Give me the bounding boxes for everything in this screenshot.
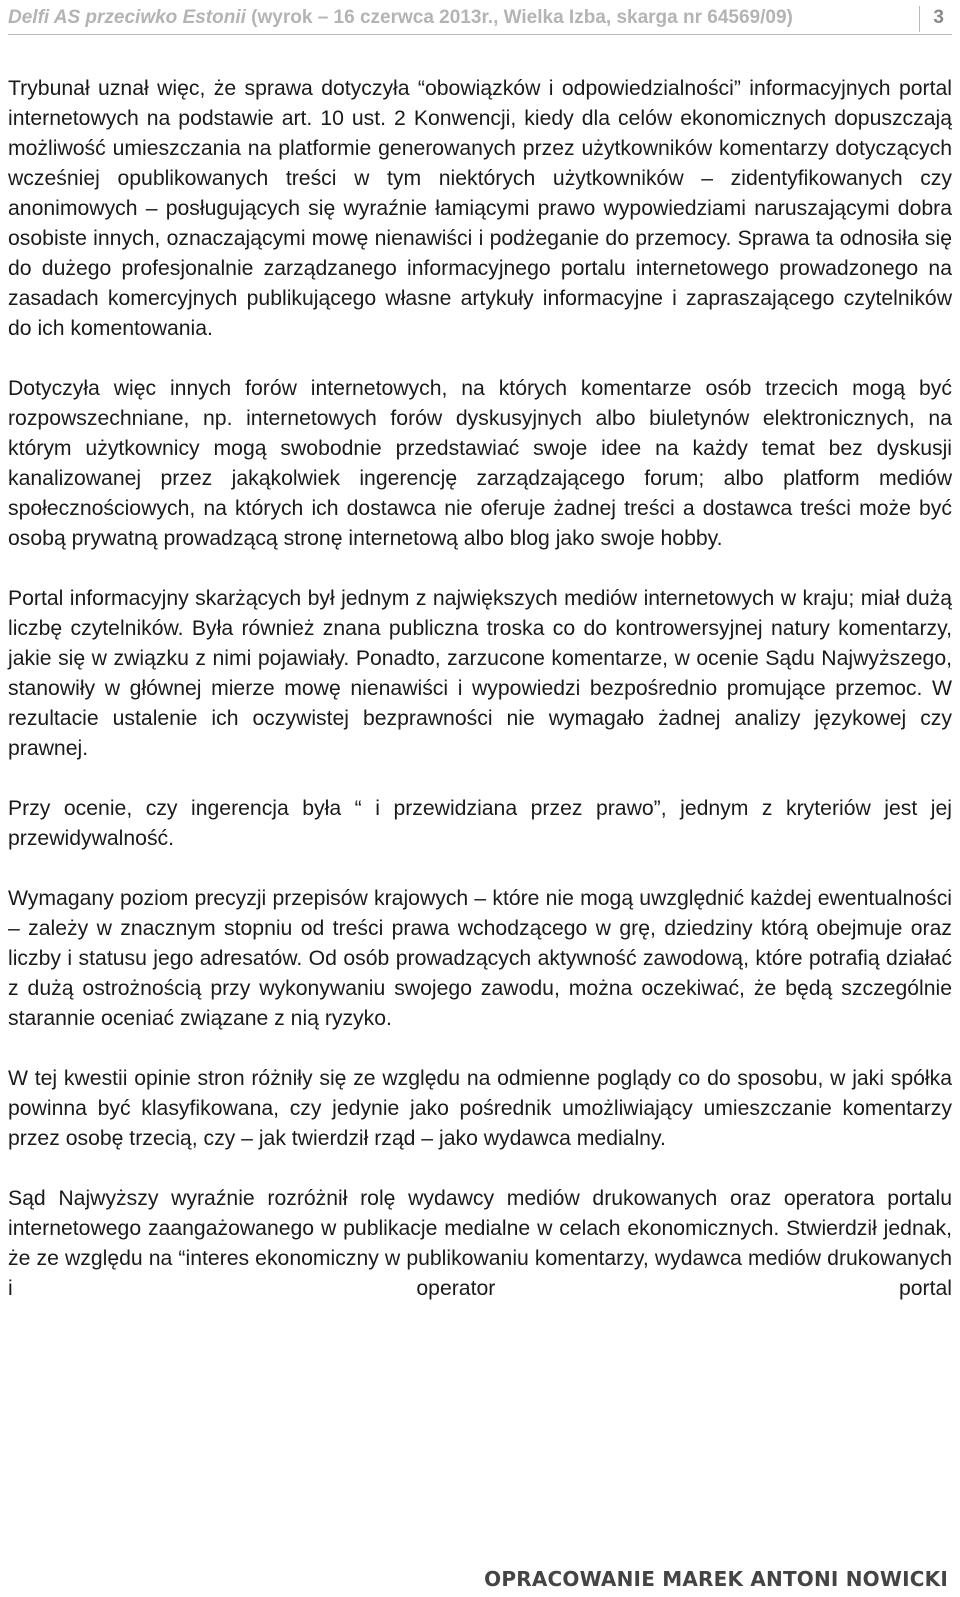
paragraph: Dotyczyła więc innych forów internetowych, na których komentarze osób trzecich mogą być rozpowszechniane, np. internetowych forów dyskusyjnych albo biuletynów elektronicznych, na którym użytkownicy mogą swobodnie przedstawiać swoje idee na każdy temat bez dyskusji kanalizowanej przez jakąkolwiek ingerencję zarządzającego forum; albo platform mediów społecznościowych, na których ich dostawca nie oferuje żadnej treści a dostawca treści może być osobą prywatną prowadzącą stronę internetową albo blog jako swoje hobby. bbox=[8, 377, 952, 550]
footer-author-credit: OPRACOWANIE MAREK ANTONI NOWICKI bbox=[484, 1567, 948, 1591]
paragraph: Wymagany poziom precyzji przepisów krajowych – które nie mogą uwzględnić każdej ewentualności – zależy w znacznym stopniu od treści prawa wchodzącego w grę, dziedziny którą obejmuje oraz liczby i statusu jego adresatów. Od osób prowadzących aktywność zawodową, które potrafią działać z dużą ostrożnością przy wykonywaniu swojego zawodu, można oczekiwać, że będą szczególnie starannie oceniać związane z nią ryzyko. bbox=[8, 887, 952, 1030]
header-case-name: Delfi AS przeciwko Estonii bbox=[8, 7, 246, 28]
paragraph: W tej kwestii opinie stron różniły się ze względu na odmienne poglądy co do sposobu, w jaki spółka powinna być klasyfikowana, czy jedynie jako pośrednik umożliwiający umieszczanie komentarzy przez osobę trzecią, czy – jak twierdził rząd – jako wydawca medialny. bbox=[8, 1067, 952, 1150]
document-body bbox=[8, 74, 952, 1334]
paragraph: Portal informacyjny skarżących był jednym z największych mediów internetowych w kraju; miał dużą liczbę czytelników. Była również znana publiczna troska co do kontrowersyjnej natury komentarzy, jakie się w związku z nimi pojawiały. Ponadto, zarzucone komentarze, w ocenie Sądu Najwyższego, stanowiły w głównej mierze mowę nienawiści i wypowiedzi bezpośrednio promujące przemoc. W rezultacie ustalenie ich oczywistej bezprawności nie wymagało żadnej analizy językowej czy prawnej. bbox=[8, 587, 952, 760]
running-header bbox=[8, 4, 952, 35]
paragraph: Trybunał uznał więc, że sprawa dotyczyła “obowiązków i odpowiedzialności” informacyjnych portal internetowych na podstawie art. 10 ust. 2 Konwencji, kiedy dla celów ekonomicznych dopuszczają możliwość umieszczania na platformie generowanych przez użytkowników komentarzy dotyczących wcześniej opublikowanych treści w tym niektórych użytkowników – zidentyfikowanych czy anonimowych – posługujących się wyraźnie łamiącymi prawo wypowiedziami naruszającymi dobra osobiste innych, oznaczającymi mowę nienawiści i podżeganie do przemocy. Sprawa ta odnosiła się do dużego profesjonalnie zarządzanego informacyjnego portalu internetowego prowadzonego na zasadach komercyjnych publikującego własne artykuły informacyjne i zapraszającego czytelników do ich komentowania. bbox=[8, 77, 952, 340]
page-number: 3 bbox=[933, 7, 944, 28]
paragraph: Sąd Najwyższy wyraźnie rozróżnił rolę wydawcy mediów drukowanych oraz operatora portalu internetowego zaangażowanego w publikacje medialne w celach ekonomicznych. Stwierdził jednak, że ze względu na “interes ekonomiczny w publikowaniu komentarzy, wydawca mediów drukowanych i operator portal bbox=[8, 1187, 952, 1300]
header-divider bbox=[919, 6, 920, 32]
paragraph: Przy ocenie, czy ingerencja była “ i przewidziana przez prawo”, jednym z kryteriów jest jej przewidywalność. bbox=[8, 797, 952, 850]
header-case-details: (wyrok – 16 czerwca 2013r., Wielka Izba, skarga nr 64569/09) bbox=[245, 7, 793, 28]
